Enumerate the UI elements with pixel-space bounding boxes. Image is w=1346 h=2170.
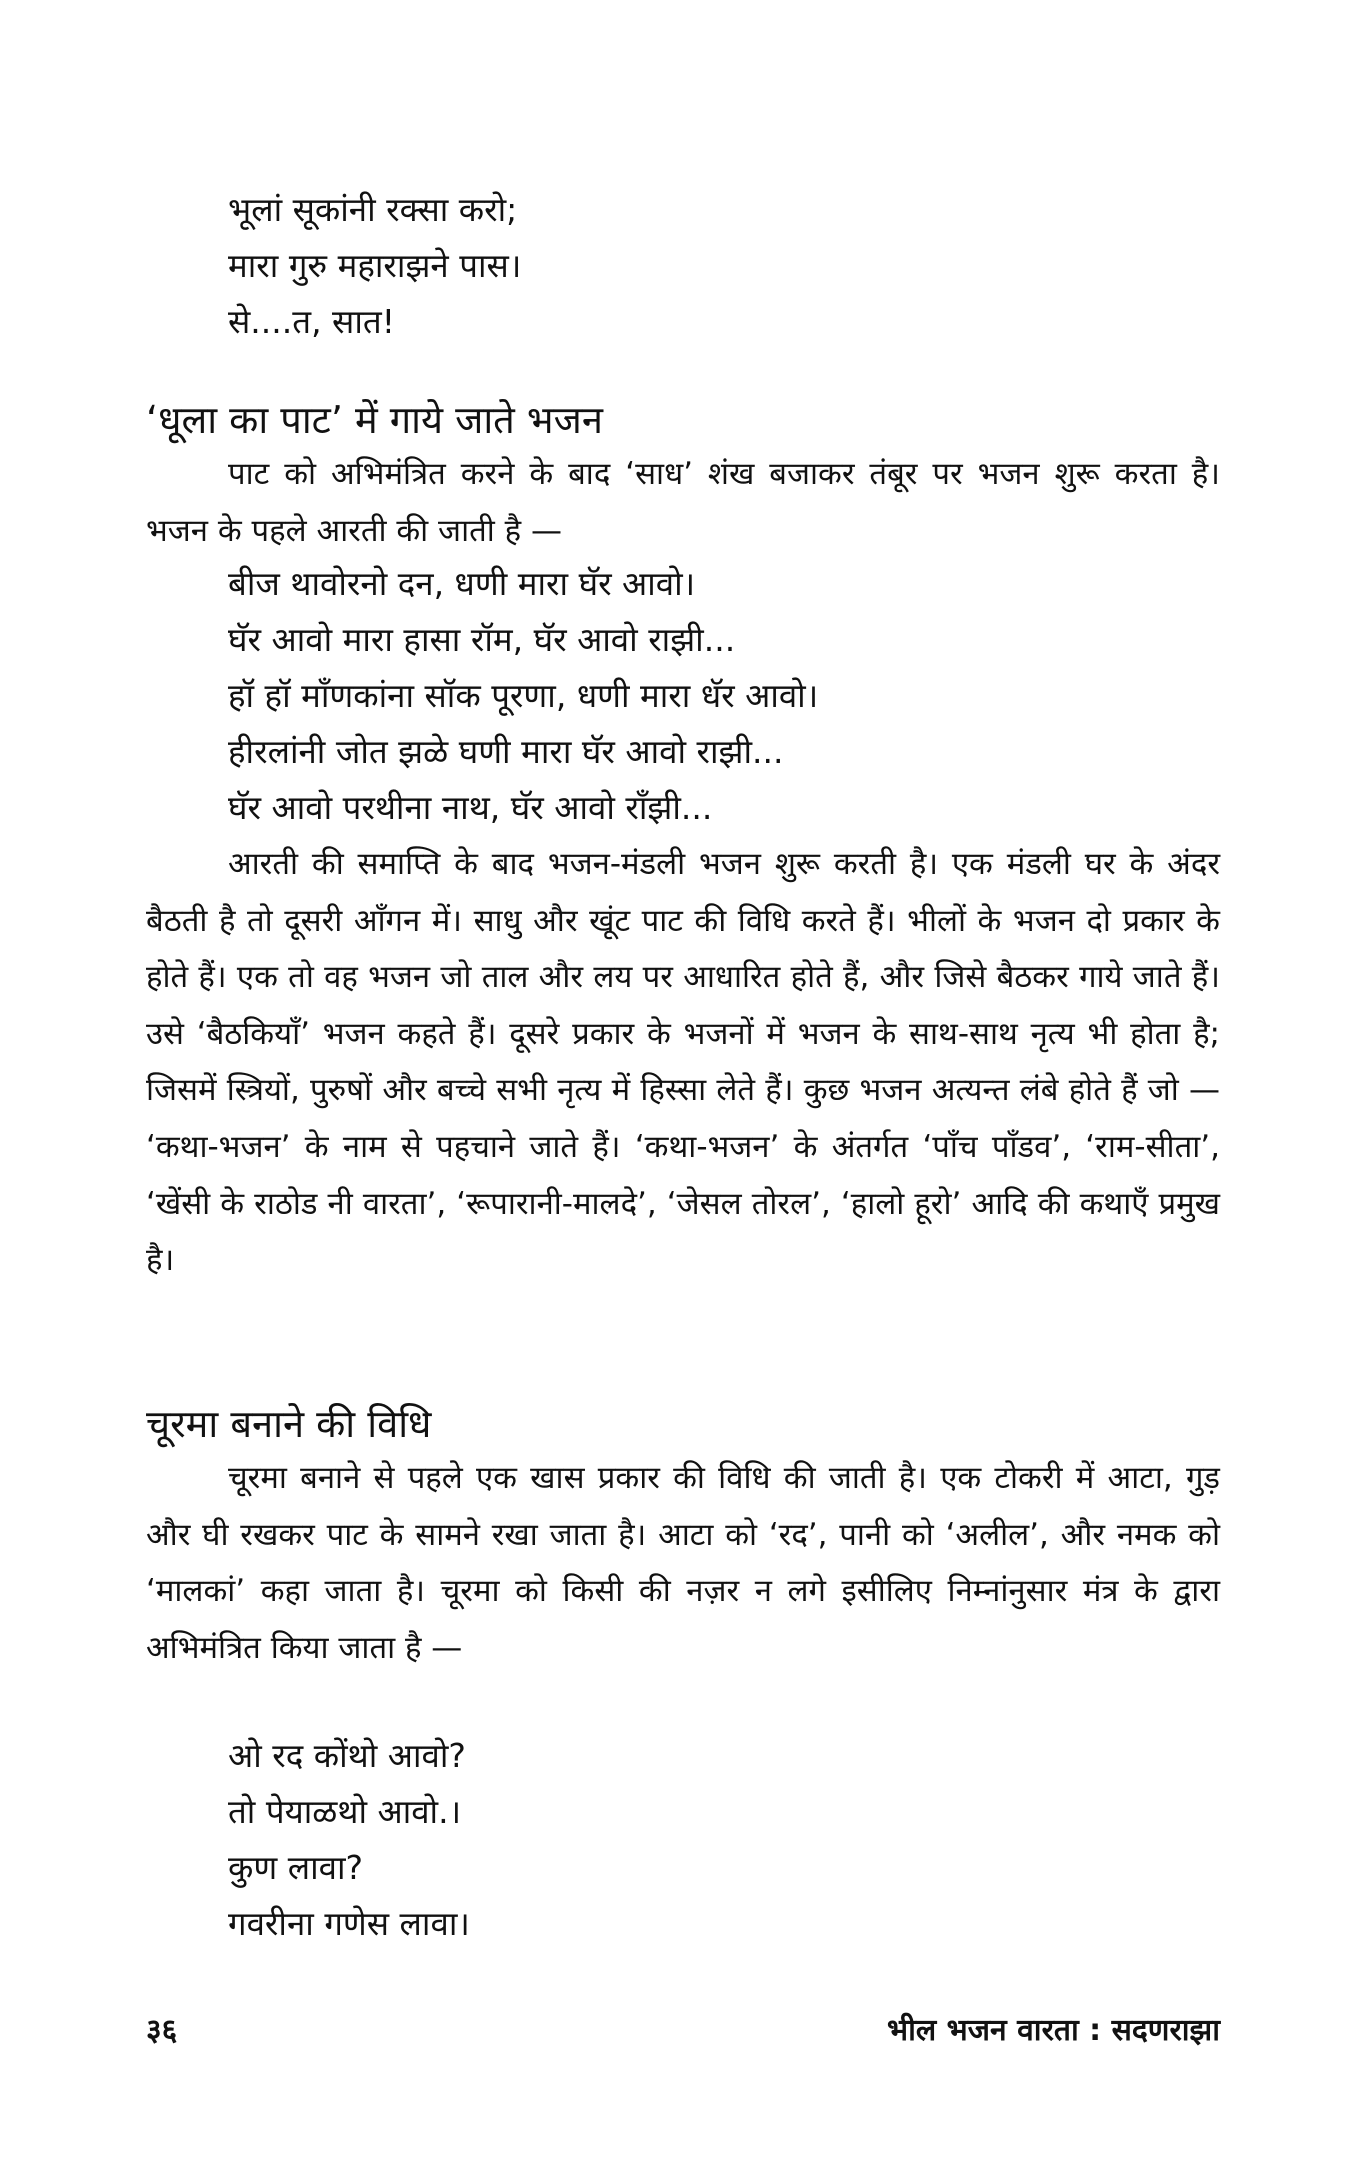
verse-line: मारा गुरु महाराझने पास। [228, 246, 522, 285]
verse-line: ओ रद कोंथो आवो? [228, 1736, 466, 1775]
paragraph-churma-vidhi: चूरमा बनाने से पहले एक खास प्रकार की विधि की जाती है। एक टोकरी में आटा, गुड़ और घी रखकर पाट के सामने रखा जाता है। आटा को ‘रद’, पानी को ‘अलील’, और नमक को ‘मालकां’ कहा जाता है। चूरमा को किसी की नज़र न लगे इसीलिए निम्नांनुसार मंत्र के द्वारा अभिमंत्रित किया जाता है — [146, 1460, 1220, 1666]
verse-block-aarti [228, 556, 1228, 836]
page-number: ३६ [146, 2013, 178, 2048]
running-title: भील भजन वारता : सदणराझा [887, 2013, 1220, 2048]
verse-line: भूलां सूकांनी रक्सा करो; [228, 190, 518, 229]
page-footer [146, 2008, 1220, 2058]
verse-block-mantra [228, 1728, 1228, 1952]
verse-line: घॅर आवो मारा हासा रॉम, घॅर आवो राझी... [228, 620, 736, 659]
section-heading-churma: चूरमा बनाने की विधि [146, 1402, 432, 1446]
verse-block-1 [228, 182, 1228, 350]
verse-line: घॅर आवो परथीना नाथ, घॅर आवो राँझी... [228, 788, 713, 827]
verse-line: से....त, सात! [228, 302, 395, 341]
verse-line: बीज थावोरनो दन, धणी मारा घॅर आवो। [228, 564, 696, 603]
verse-line: हीरलांनी जोत झळे घणी मारा घॅर आवो राझी... [228, 732, 784, 771]
verse-line: गवरीना गणेस लावा। [228, 1904, 470, 1943]
verse-line: कुण लावा? [228, 1848, 364, 1887]
paragraph-bhajan-mandli: आरती की समाप्ति के बाद भजन-मंडली भजन शुरू करती है। एक मंडली घर के अंदर बैठती है तो दूसरी आँगन में। साधु और खूंट पाट की विधि करते हैं। भीलों के भजन दो प्रकार के होते हैं। एक तो वह भजन जो ताल और लय पर आधारित होते हैं, और जिसे बैठकर गाये जाते हैं। उसे ‘बैठकियाँ’ भजन कहते हैं। दूसरे प्रकार के भजनों में भजन के साथ-साथ नृत्य भी होता है; जिसमें स्त्रियों, पुरुषों और बच्चे सभी नृत्य में हिस्सा लेते हैं। कुछ भजन अत्यन्त लंबे होते हैं जो — ‘कथा-भजन’ के नाम से पहचाने जाते हैं। ‘कथा-भजन’ के अंतर्गत ‘पाँच पाँडव’, ‘राम-सीता’, ‘खेंसी के राठोड नी वारता’, ‘रूपारानी-मालदे’, ‘जेसल तोरल’, ‘हालो हूरो’ आदि की कथाएँ प्रमुख है। [146, 846, 1220, 1279]
verse-line: हॉ हॉ मॉंणकांना सॉक पूरणा, धणी मारा धॅर आवो। [228, 676, 819, 715]
paragraph-paat-abhimantrit: पाट को अभिमंत्रित करने के बाद ‘साध’ शंख बजाकर तंबूर पर भजन शुरू करता है। भजन के पहले आरती की जाती है — [146, 456, 1220, 549]
section-heading-dhula-ka-paat: ‘धूला का पाट’ में गाये जाते भजन [146, 398, 603, 442]
verse-line: तो पेयाळथो आवो.। [228, 1792, 462, 1831]
